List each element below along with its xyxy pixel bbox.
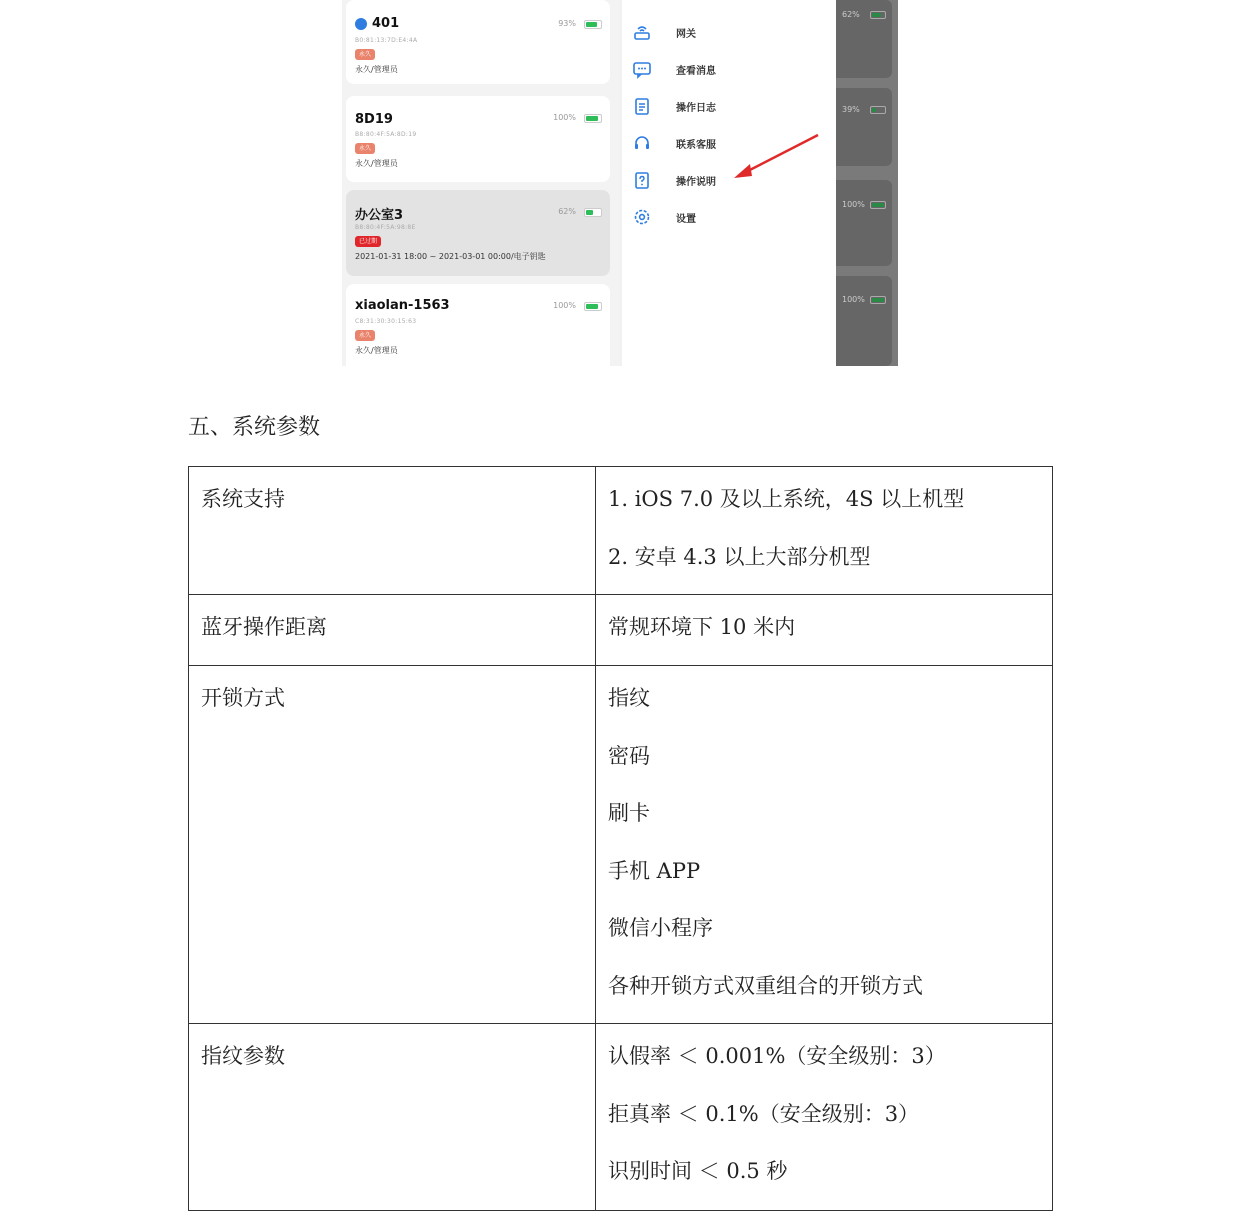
- battery-icon: [870, 11, 886, 19]
- settings-icon: [632, 207, 652, 227]
- menu-label: 联系客服: [676, 140, 716, 151]
- lock-name: 办公室3: [355, 208, 404, 223]
- menu-item-settings[interactable]: [632, 205, 822, 229]
- lock-tag: 永久: [355, 49, 375, 60]
- param-value: 微信小程序: [608, 916, 713, 940]
- bluetooth-icon: [355, 18, 367, 30]
- dimmed-card: [836, 88, 892, 166]
- dimmed-card: [836, 0, 892, 78]
- battery-percent: 100%: [553, 301, 576, 310]
- battery-icon: [870, 106, 886, 114]
- param-value: 密码: [608, 743, 650, 768]
- battery-percent: 93%: [558, 19, 576, 28]
- lock-subtitle: 2021-01-31 18:00 ~ 2021-03-01 00:00/电子钥匙: [355, 252, 546, 261]
- param-value: 常规环境下 10 米内: [608, 615, 796, 639]
- param-name: 开锁方式: [189, 666, 596, 1024]
- lock-card[interactable]: [346, 190, 610, 276]
- table-row: [189, 1024, 1053, 1211]
- lock-name: 8D19: [355, 112, 393, 127]
- lock-name: xiaolan-1563: [355, 298, 450, 313]
- lock-mac: B0:81:13:7D:E4:4A: [355, 37, 418, 44]
- menu-label: 查看消息: [676, 66, 716, 77]
- param-value: 认假率 ＜ 0.001%（安全级别：3）: [608, 1044, 946, 1068]
- param-value: 刷卡: [608, 801, 650, 825]
- param-name: 系统支持: [189, 467, 596, 595]
- headset-icon: [632, 133, 652, 153]
- battery-fill: [586, 22, 597, 27]
- dimmed-overlay: [836, 0, 898, 366]
- dimmed-battery-percent: 62%: [842, 10, 860, 19]
- menu-item-gateway[interactable]: [632, 20, 822, 44]
- battery-fill: [586, 304, 598, 309]
- param-value: 2. 安卓 4.3 以上大部分机型: [608, 544, 871, 569]
- app-screenshot: [342, 0, 898, 366]
- menu-item-operation-log[interactable]: [632, 94, 822, 118]
- lock-subtitle: 永久/管理员: [355, 65, 398, 74]
- gateway-icon: [632, 22, 652, 42]
- battery-icon: [584, 302, 602, 311]
- lock-tag: 永久: [355, 143, 375, 154]
- log-icon: [632, 96, 652, 116]
- menu-label: 操作日志: [676, 103, 716, 114]
- battery-icon: [584, 208, 602, 217]
- lock-mac: C8:31:30:30:15:63: [355, 318, 417, 325]
- menu-item-messages[interactable]: [632, 57, 822, 81]
- battery-fill: [586, 210, 593, 215]
- param-value: 拒真率 ＜ 0.1%（安全级别：3）: [608, 1101, 920, 1126]
- battery-percent: 62%: [558, 207, 576, 216]
- lock-card[interactable]: [346, 96, 610, 182]
- param-values: [596, 1024, 1053, 1211]
- lock-subtitle: 永久/管理员: [355, 346, 398, 355]
- lock-subtitle: 永久/管理员: [355, 159, 398, 168]
- message-icon: [632, 59, 652, 79]
- battery-percent: 100%: [553, 113, 576, 122]
- param-values: [596, 666, 1053, 1024]
- lock-tag: 永久: [355, 330, 375, 341]
- param-values: [596, 595, 1053, 666]
- menu-label: 网关: [676, 29, 696, 40]
- table-row: [189, 666, 1053, 1024]
- lock-mac: B8:80:4F:5A:98:8E: [355, 224, 416, 231]
- annotation-arrow-icon: [722, 120, 822, 186]
- section-title: 五、系统参数: [188, 415, 321, 440]
- lock-mac: B8:80:4F:5A:8D:19: [355, 131, 417, 138]
- param-value: 手机 APP: [608, 858, 701, 883]
- lock-card[interactable]: [346, 284, 610, 366]
- dimmed-card: [836, 180, 892, 266]
- lock-name: 401: [372, 16, 400, 31]
- param-value: 1. iOS 7.0 及以上系统，4S 以上机型: [608, 487, 965, 511]
- dimmed-battery-percent: 100%: [842, 295, 865, 304]
- help-doc-icon: [632, 170, 652, 190]
- lock-list: [342, 0, 620, 366]
- param-name: 指纹参数: [189, 1024, 596, 1211]
- menu-label: 操作说明: [676, 177, 716, 188]
- battery-icon: [870, 201, 886, 209]
- table-row: [189, 595, 1053, 666]
- system-params-table: [188, 466, 1053, 1211]
- battery-icon: [584, 114, 602, 123]
- param-name: 蓝牙操作距离: [189, 595, 596, 666]
- param-values: [596, 467, 1053, 595]
- battery-fill: [586, 116, 598, 121]
- battery-icon: [870, 296, 886, 304]
- table-row: [189, 467, 1053, 595]
- dimmed-battery-percent: 100%: [842, 200, 865, 209]
- lock-tag: 已过期: [355, 236, 381, 247]
- dimmed-card: [836, 276, 892, 366]
- param-value: 各种开锁方式双重组合的开锁方式: [608, 973, 923, 998]
- param-value: 指纹: [608, 686, 650, 710]
- battery-icon: [584, 20, 602, 29]
- dimmed-battery-percent: 39%: [842, 105, 860, 114]
- menu-label: 设置: [676, 214, 696, 225]
- lock-card[interactable]: [346, 0, 610, 84]
- param-value: 识别时间 ＜ 0.5 秒: [608, 1159, 788, 1183]
